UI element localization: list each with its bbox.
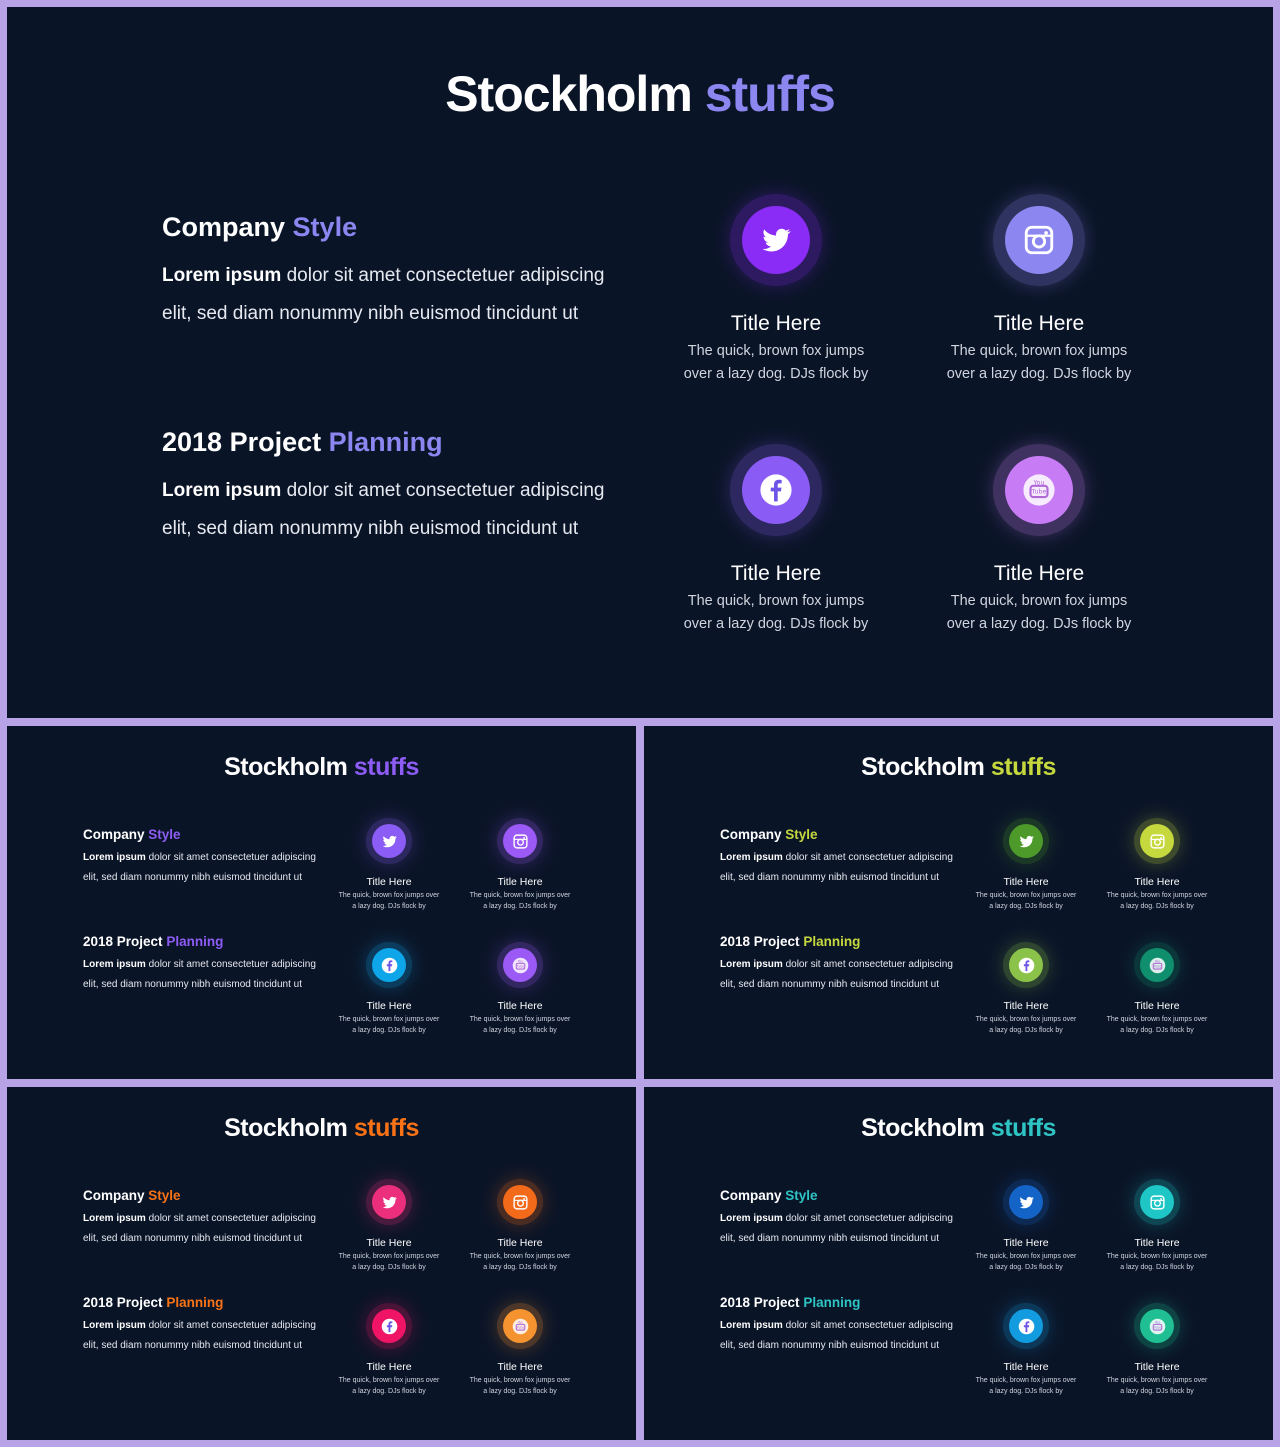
- card-instagram: [468, 1179, 572, 1273]
- card-desc: The quick, brown fox jumps over a lazy dog. DJs flock by: [1106, 1016, 1208, 1034]
- card-twitter: [337, 818, 441, 912]
- card-desc: The quick, brown fox jumps over a lazy dog. DJs flock by: [338, 1016, 440, 1034]
- icon-badge: [366, 942, 412, 988]
- svg-text:Tube: Tube: [1153, 963, 1161, 968]
- svg-text:You: You: [1033, 478, 1045, 487]
- icon-badge: [1134, 1179, 1180, 1225]
- slide-variant-teal[interactable]: [644, 1087, 1273, 1440]
- section-company-style: [162, 212, 632, 333]
- icon-badge: [993, 444, 1085, 536]
- svg-text:You: You: [1154, 1320, 1160, 1325]
- icon-badge: [366, 818, 412, 864]
- card-desc: The quick, brown fox jumps over a lazy dog. DJs flock by: [975, 1253, 1077, 1271]
- svg-text:You: You: [517, 1320, 523, 1325]
- svg-text:Tube: Tube: [516, 1324, 524, 1329]
- card-title: Title Here: [1134, 876, 1180, 888]
- card-title: Title Here: [1134, 1361, 1180, 1373]
- icon-badge: [497, 1303, 543, 1349]
- twitter-icon: [372, 824, 406, 858]
- section-body: Lorem ipsum dolor sit amet consectetuer adipiscing elit, sed diam nonummy nibh euismod tincidunt ut: [720, 852, 953, 883]
- slide-variant-orange[interactable]: [7, 1087, 636, 1440]
- card-twitter: [676, 194, 876, 386]
- card-title: Title Here: [730, 312, 822, 335]
- card-title: Title Here: [993, 562, 1085, 585]
- slide-variant-green[interactable]: [644, 726, 1273, 1079]
- section-body: Lorem ipsum dolor sit amet consectetuer adipiscing elit, sed diam nonummy nibh euismod tincidunt ut: [83, 1320, 316, 1351]
- icon-badge: [730, 194, 822, 286]
- twitter-icon: [1009, 1185, 1043, 1219]
- section-company-style: [720, 1188, 955, 1248]
- icon-badge: [1003, 1303, 1049, 1349]
- section-body: Lorem ipsum dolor sit amet consectetuer adipiscing elit, sed diam nonummy nibh euismod tincidunt ut: [720, 1213, 953, 1244]
- facebook-icon: [372, 948, 406, 982]
- svg-text:You: You: [517, 959, 523, 964]
- svg-text:Tube: Tube: [1031, 487, 1047, 496]
- slide-title: Stockholm stuffs: [445, 66, 835, 122]
- section-body: Lorem ipsum dolor sit amet consectetuer adipiscing elit, sed diam nonummy nibh euismod tincidunt ut: [162, 265, 605, 324]
- section-heading: 2018 Project Planning: [83, 934, 224, 949]
- section-project-planning: [83, 1295, 318, 1355]
- instagram-icon: [1140, 1185, 1174, 1219]
- section-project-planning: [83, 934, 318, 994]
- section-heading: 2018 Project Planning: [162, 427, 443, 457]
- card-title: Title Here: [730, 562, 822, 585]
- card-youtube: [468, 1303, 572, 1397]
- youtube-icon: [1005, 456, 1073, 524]
- card-desc: The quick, brown fox jumps over a lazy dog. DJs flock by: [338, 1253, 440, 1271]
- card-title: Title Here: [993, 312, 1085, 335]
- icon-badge: [1003, 942, 1049, 988]
- section-heading: 2018 Project Planning: [83, 1295, 224, 1310]
- instagram-icon: [1005, 206, 1073, 274]
- icon-badge: [1003, 818, 1049, 864]
- icon-badge: [497, 1179, 543, 1225]
- icon-badge: [1134, 818, 1180, 864]
- instagram-icon: [1140, 824, 1174, 858]
- card-desc: The quick, brown fox jumps over a lazy dog. DJs flock by: [469, 1253, 571, 1271]
- section-heading: 2018 Project Planning: [720, 934, 861, 949]
- instagram-icon: [503, 1185, 537, 1219]
- section-heading: Company Style: [720, 827, 818, 842]
- card-desc: The quick, brown fox jumps over a lazy dog. DJs flock by: [1106, 892, 1208, 910]
- slide-title: Stockholm stuffs: [861, 1114, 1056, 1142]
- slide-variant-violet[interactable]: [7, 726, 636, 1079]
- card-title: Title Here: [1003, 1237, 1049, 1249]
- card-youtube: [1105, 942, 1209, 1036]
- card-facebook: [974, 942, 1078, 1036]
- card-desc: The quick, brown fox jumps over a lazy dog. DJs flock by: [1106, 1377, 1208, 1395]
- slide-main[interactable]: [7, 7, 1273, 718]
- svg-text:You: You: [1154, 959, 1160, 964]
- card-instagram: [1105, 1179, 1209, 1273]
- card-desc: The quick, brown fox jumps over a lazy dog. DJs flock by: [1106, 1253, 1208, 1271]
- youtube-icon: [1140, 1309, 1174, 1343]
- section-heading: Company Style: [162, 212, 358, 242]
- card-facebook: [974, 1303, 1078, 1397]
- icon-badge: [497, 818, 543, 864]
- card-instagram: [1105, 818, 1209, 912]
- card-title: Title Here: [1134, 1000, 1180, 1012]
- icon-badge: [1003, 1179, 1049, 1225]
- card-desc: The quick, brown fox jumps over a lazy dog. DJs flock by: [683, 343, 869, 382]
- icon-badge: [366, 1179, 412, 1225]
- section-company-style: [83, 1188, 318, 1248]
- card-desc: The quick, brown fox jumps over a lazy dog. DJs flock by: [683, 593, 869, 632]
- card-desc: The quick, brown fox jumps over a lazy dog. DJs flock by: [338, 892, 440, 910]
- facebook-icon: [742, 456, 810, 524]
- icon-badge: [993, 194, 1085, 286]
- twitter-icon: [1009, 824, 1043, 858]
- card-desc: The quick, brown fox jumps over a lazy dog. DJs flock by: [469, 1377, 571, 1395]
- card-title: Title Here: [1134, 1237, 1180, 1249]
- section-heading: Company Style: [720, 1188, 818, 1203]
- twitter-icon: [742, 206, 810, 274]
- card-youtube: [939, 444, 1139, 636]
- card-title: Title Here: [366, 1237, 412, 1249]
- card-desc: The quick, brown fox jumps over a lazy dog. DJs flock by: [338, 1377, 440, 1395]
- section-project-planning: [720, 934, 955, 994]
- section-heading: Company Style: [83, 827, 181, 842]
- card-twitter: [974, 1179, 1078, 1273]
- facebook-icon: [1009, 948, 1043, 982]
- card-instagram: [939, 194, 1139, 386]
- section-company-style: [83, 827, 318, 887]
- twitter-icon: [372, 1185, 406, 1219]
- section-heading: 2018 Project Planning: [720, 1295, 861, 1310]
- card-desc: The quick, brown fox jumps over a lazy dog. DJs flock by: [946, 343, 1132, 382]
- icon-badge: [497, 942, 543, 988]
- slide-title: Stockholm stuffs: [224, 1114, 419, 1142]
- icon-badge: [730, 444, 822, 536]
- section-project-planning: [720, 1295, 955, 1355]
- card-title: Title Here: [497, 1237, 543, 1249]
- slide-title: Stockholm stuffs: [861, 753, 1056, 781]
- svg-text:Tube: Tube: [1153, 1324, 1161, 1329]
- card-title: Title Here: [366, 1361, 412, 1373]
- icon-badge: [1134, 1303, 1180, 1349]
- card-desc: The quick, brown fox jumps over a lazy dog. DJs flock by: [975, 892, 1077, 910]
- card-facebook: [337, 1303, 441, 1397]
- card-desc: The quick, brown fox jumps over a lazy dog. DJs flock by: [975, 1016, 1077, 1034]
- card-title: Title Here: [497, 1000, 543, 1012]
- card-title: Title Here: [1003, 1000, 1049, 1012]
- section-body: Lorem ipsum dolor sit amet consectetuer adipiscing elit, sed diam nonummy nibh euismod tincidunt ut: [83, 852, 316, 883]
- facebook-icon: [372, 1309, 406, 1343]
- icon-badge: [366, 1303, 412, 1349]
- icon-badge: [1134, 942, 1180, 988]
- instagram-icon: [503, 824, 537, 858]
- card-facebook: [676, 444, 876, 636]
- card-twitter: [337, 1179, 441, 1273]
- facebook-icon: [1009, 1309, 1043, 1343]
- card-title: Title Here: [366, 876, 412, 888]
- card-title: Title Here: [1003, 1361, 1049, 1373]
- section-body: Lorem ipsum dolor sit amet consectetuer adipiscing elit, sed diam nonummy nibh euismod tincidunt ut: [720, 1320, 953, 1351]
- card-youtube: [468, 942, 572, 1036]
- card-desc: The quick, brown fox jumps over a lazy dog. DJs flock by: [469, 1016, 571, 1034]
- card-twitter: [974, 818, 1078, 912]
- section-heading: Company Style: [83, 1188, 181, 1203]
- card-title: Title Here: [497, 876, 543, 888]
- section-project-planning: [162, 427, 632, 548]
- youtube-icon: [503, 1309, 537, 1343]
- svg-text:Tube: Tube: [516, 963, 524, 968]
- card-youtube: [1105, 1303, 1209, 1397]
- section-body: Lorem ipsum dolor sit amet consectetuer adipiscing elit, sed diam nonummy nibh euismod tincidunt ut: [162, 480, 605, 539]
- card-desc: The quick, brown fox jumps over a lazy dog. DJs flock by: [469, 892, 571, 910]
- card-desc: The quick, brown fox jumps over a lazy dog. DJs flock by: [946, 593, 1132, 632]
- slide-title: Stockholm stuffs: [224, 753, 419, 781]
- youtube-icon: [1140, 948, 1174, 982]
- section-body: Lorem ipsum dolor sit amet consectetuer adipiscing elit, sed diam nonummy nibh euismod tincidunt ut: [720, 959, 953, 990]
- section-body: Lorem ipsum dolor sit amet consectetuer adipiscing elit, sed diam nonummy nibh euismod tincidunt ut: [83, 1213, 316, 1244]
- card-title: Title Here: [497, 1361, 543, 1373]
- card-title: Title Here: [1003, 876, 1049, 888]
- card-instagram: [468, 818, 572, 912]
- section-body: Lorem ipsum dolor sit amet consectetuer adipiscing elit, sed diam nonummy nibh euismod tincidunt ut: [83, 959, 316, 990]
- card-title: Title Here: [366, 1000, 412, 1012]
- section-company-style: [720, 827, 955, 887]
- card-facebook: [337, 942, 441, 1036]
- card-desc: The quick, brown fox jumps over a lazy dog. DJs flock by: [975, 1377, 1077, 1395]
- youtube-icon: [503, 948, 537, 982]
